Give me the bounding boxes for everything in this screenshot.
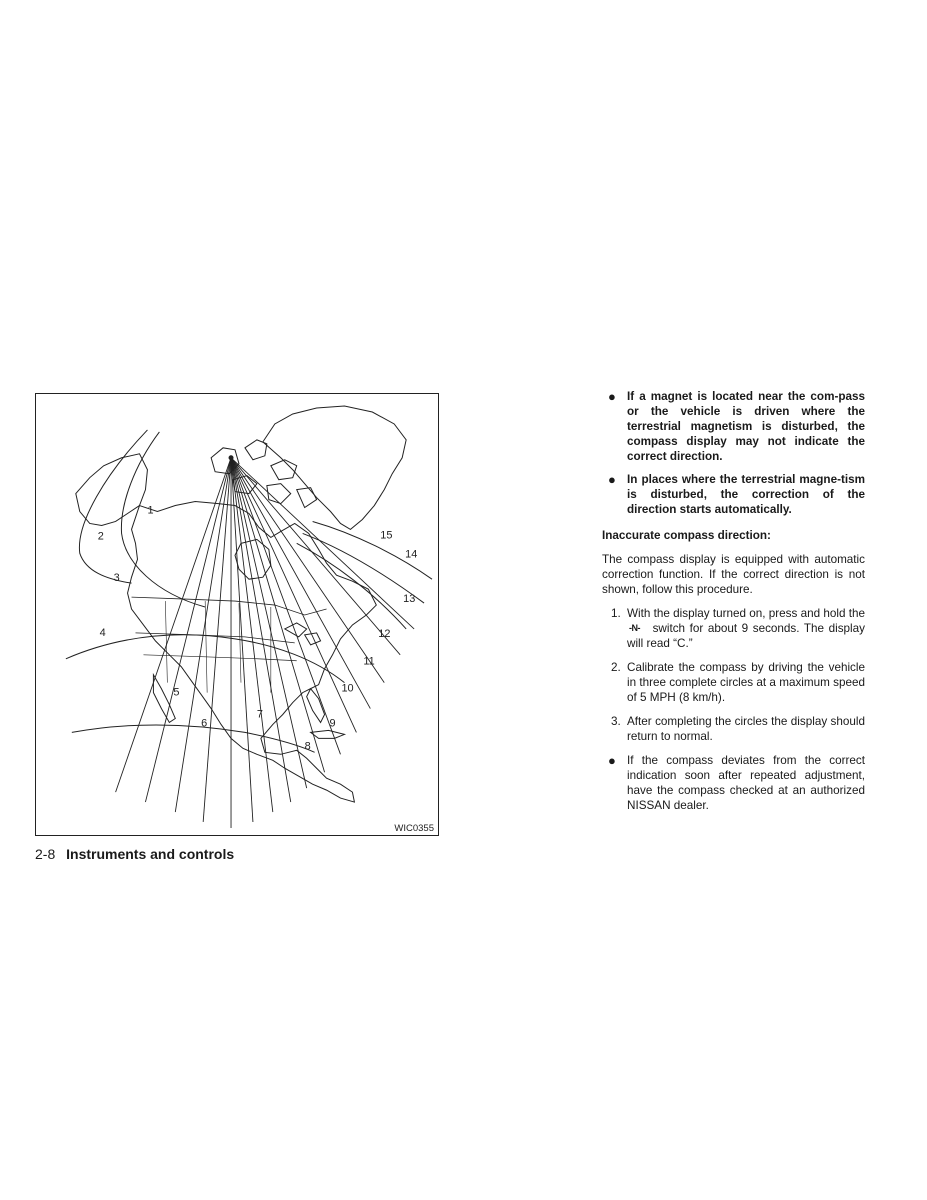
zone-label: 5 [173,686,180,699]
greenland-outline [263,406,406,529]
zone-label: 11 [363,655,375,668]
zone-label: 1 [147,504,154,517]
zone-label: 9 [329,717,336,730]
compass-switch-icon: -N- [629,623,640,633]
step-text-before: With the display turned on, press and hold the [627,607,865,620]
bullet-icon: ● [608,753,616,768]
zone-label: 4 [99,626,106,639]
zone-label: 3 [113,572,120,585]
step-number: 2. [611,661,621,674]
page-number: 2-8 [35,846,56,862]
step-text-after: switch for about 9 seconds. The display will read “C.” [627,622,865,650]
zone-label: 14 [405,548,418,561]
zone-label: 2 [97,530,104,543]
zone-label: 13 [403,593,416,606]
warning-text: In places where the terrestrial magne-tism is disturbed, the correction of the direction starts automatically. [627,473,865,516]
procedure-step [602,606,865,651]
bullet-icon: ● [608,389,616,404]
procedure-step [602,714,865,744]
zone-label: 7 [256,708,263,721]
zone-label: 10 [341,682,354,695]
page-footer [35,846,234,862]
step-number: 3. [611,715,621,728]
instructions-column [602,389,865,822]
list-item [602,753,865,813]
zone-map-drawing [36,394,438,835]
magnetic-pole-marker [229,455,234,460]
dealer-note: If the compass deviates from the correct indication soon after repeated adjustment, have the compass checked at an authorized NISSAN dealer. [627,754,865,812]
zone-label: 6 [201,717,208,730]
procedure-step [602,660,865,705]
compass-zone-map [35,393,439,836]
step-text: Calibrate the compass by driving the vehicle in three complete circles at a maximum speed of 5 MPH (8 km/h). [627,661,865,704]
list-item [602,389,865,464]
zone-label: 8 [304,740,311,753]
section-title: Instruments and controls [66,846,235,862]
step-text: After completing the circles the display should return to normal. [627,715,865,743]
intro-paragraph: The compass display is equipped with automatic correction function. If the correct direction is not shown, follow this procedure. [602,553,865,596]
bullet-icon: ● [608,472,616,487]
zone-label: 15 [380,529,393,542]
section-heading: Inaccurate compass direction: [602,529,771,542]
zone-label: 12 [378,627,391,640]
figure-code: WIC0355 [394,823,434,834]
warning-text: If a magnet is located near the com-pass or the vehicle is driven where the terrestrial magnetism is disturbed, the compass display may not indicate the correct direction. [627,390,865,463]
list-item [602,472,865,517]
step-number: 1. [611,607,621,620]
